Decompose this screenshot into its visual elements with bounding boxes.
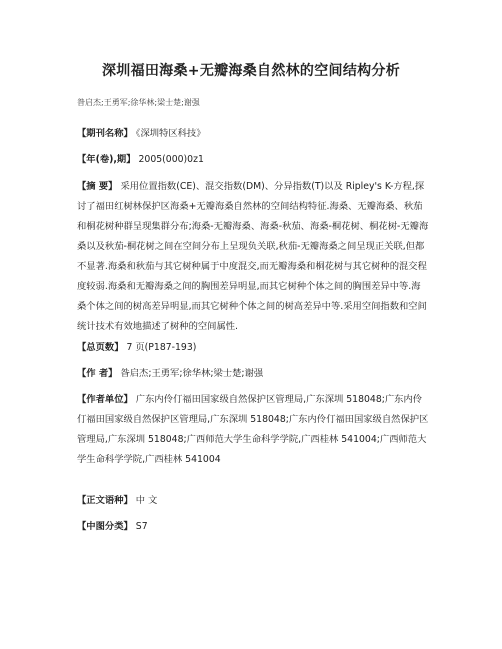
affiliation-label: 【作者单位】 (77, 394, 133, 405)
classification-value: S7 (135, 521, 148, 532)
authors-value: 昝启杰;王勇军;徐华林;梁士楚;谢强 (120, 368, 264, 379)
periodical-label: 【期刊名称】 (77, 128, 133, 139)
year-label: 【年(卷),期】 (77, 154, 136, 165)
periodical-value: 《深圳特区科技》 (135, 128, 206, 139)
authors-field (77, 364, 429, 384)
abstract-field (77, 177, 429, 337)
year-value: 2005(000)0z1 (138, 154, 204, 165)
language-value: 中 文 (135, 495, 158, 506)
language-label: 【正文语种】 (77, 495, 133, 506)
abstract-label: 【摘 要】 (77, 181, 118, 192)
total-pages-field (77, 338, 429, 358)
total-pages-value: 7 页(P187-193) (126, 342, 197, 353)
abstract-text: 采用位置指数(CE)、混交指数(DM)、分异指数(T)以及 Ripley's K-方程,探讨了福田红树林保护区海桑+无瓣海桑自然林的空间结构特征.海桑、无瓣海桑、秋茄和桐花树种群呈现集群分布;海桑-无瓣海桑、海桑-秋茄、海桑-桐花树、桐花树-无瓣海桑以及秋茄-桐花树之间在空间分布上呈现负关联,秋茄-无瓣海桑之间呈现正关联,但都不显著.海桑和秋茄与其它树种属于中度混交,而无瓣海桑和桐花树与其它树种的混交程度较弱.海桑和无瓣海桑之间的胸围差异明显,而其它树种个体之间的胸围差异中等.海桑个体之间的树高差异明显,而其它树种个体之间的树高差异中等.采用空间指数和空间统计技术有效地描述了树种的空间属性. (77, 181, 429, 332)
affiliation-field (77, 390, 429, 470)
authors-label: 【作 者】 (77, 368, 118, 379)
classification-field (77, 517, 429, 537)
paper-title: 深圳福田海桑+无瓣海桑自然林的空间结构分析 (101, 63, 401, 79)
year-volume-issue-field (77, 150, 429, 170)
author-line: 昝启杰;王勇军;徐华林;梁士楚;谢强 (77, 98, 200, 107)
periodical-field (77, 124, 429, 144)
affiliation-value: 广东内伶仃福田国家级自然保护区管理局,广东深圳 518048;广东内伶仃福田国家级自然保护区管理局,广东深圳 518048;广东内伶仃福田国家级自然保护区管理局,广东深圳 518048;广西师范大学生命科学学院,广西桂林 541004;广西师范大学生命科学学院,广西桂林 541004 (77, 394, 429, 465)
classification-label: 【中图分类】 (77, 521, 133, 532)
total-pages-label: 【总页数】 (77, 342, 124, 353)
language-field (77, 491, 429, 511)
